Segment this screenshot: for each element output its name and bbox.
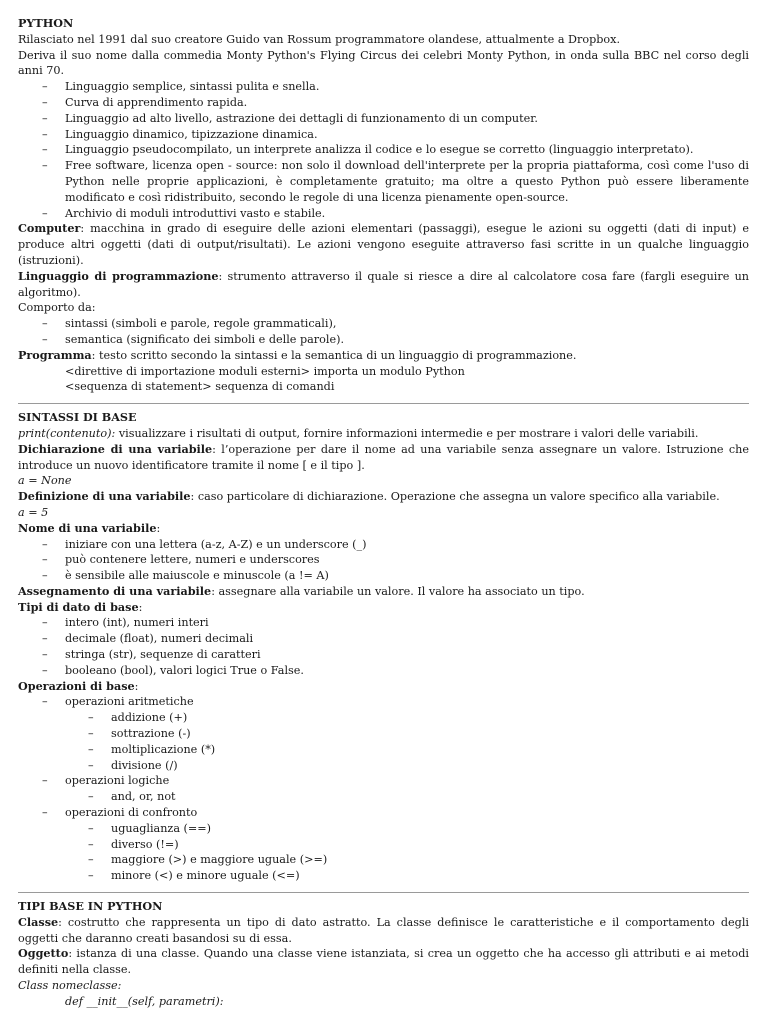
section-divider xyxy=(18,403,749,404)
list-item: – operazioni di confronto xyxy=(42,806,198,820)
paragraph: Deriva il suo nome dalla commedia Monty Python's Flying Circus dei celebri Monty Python, in onda sulla BBC nel corso degli anni 70. xyxy=(18,48,749,78)
sub-list-item: – minore (<) e minore uguale (<=) xyxy=(88,869,300,883)
dash-bullet: – xyxy=(42,111,48,125)
dash-bullet: – xyxy=(42,317,48,331)
dash-bullet: – xyxy=(88,790,94,804)
section-sintassi xyxy=(18,410,749,884)
sub-list-item: – maggiore (>) e maggiore uguale (>=) xyxy=(88,853,328,867)
term: Dichiarazione di una variabile xyxy=(18,441,213,456)
code-example: a = None xyxy=(18,474,72,488)
definition-oggetto: Oggetto: istanza di una classe. Quando una classe viene istanziata, si crea un oggetto che ha accesso gli attributi e ai metodi definiti nella classe. xyxy=(18,946,749,977)
term: Operazioni di base xyxy=(18,678,135,693)
dash-bullet: – xyxy=(42,80,48,94)
dash-bullet: – xyxy=(42,332,48,346)
sub-list-item: – divisione (/) xyxy=(88,758,178,772)
list-item: – decimale (float), numeri decimali xyxy=(42,632,254,646)
section-python xyxy=(18,16,749,395)
term: Tipi di dato di base xyxy=(18,599,139,614)
list-item: – stringa (str), sequenze di caratteri xyxy=(42,648,261,662)
definition-nome: Nome di una variabile: xyxy=(18,520,161,535)
dash-bullet: – xyxy=(42,143,48,157)
list-item: – operazioni logiche xyxy=(42,774,170,788)
list-item: – Linguaggio ad alto livello, astrazione dei dettagli di funzionamento di un computer. xyxy=(42,111,538,125)
dash-bullet: – xyxy=(88,727,94,741)
list-item: – Linguaggio pseudocompilato, un interprete analizza il codice e lo esegue se corretto (linguaggio interpretato). xyxy=(42,143,694,157)
sub-list-item: – sottrazione (-) xyxy=(88,727,191,741)
code-text: print(contenuto): xyxy=(18,426,116,440)
list-item: – semantica (significato dei simboli e delle parole). xyxy=(42,332,345,346)
section-title: SINTASSI DI BASE xyxy=(18,410,137,425)
definition-programma: Programma: testo scritto secondo la sintassi e la semantica di un linguaggio di programmazione. xyxy=(18,347,577,362)
definition-classe: Classe: costrutto che rappresenta un tipo di dato astratto. La classe definisce le caratteristiche e il comportamento degli oggetti che daranno creati basandosi su di essa. xyxy=(18,914,749,945)
code-example: Class nomeclasse: xyxy=(18,979,122,993)
dash-bullet: – xyxy=(42,569,48,583)
sub-list-item: – and, or, not xyxy=(88,790,176,804)
dash-bullet: – xyxy=(42,537,48,551)
dash-bullet: – xyxy=(42,95,48,109)
dash-bullet: – xyxy=(42,632,48,646)
list-item: – sintassi (simboli e parole, regole grammaticali), xyxy=(42,317,337,331)
definition-dichiarazione: Dichiarazione di una variabile: l’operazione per dare il nome ad una variabile senza assegnare un valore. Istruzione che introduce un nuovo identificatore tramite il nome [ e il tipo ]. xyxy=(18,441,749,472)
list-item: – operazioni aritmetiche xyxy=(42,695,194,709)
composition-list xyxy=(18,316,749,348)
sub-list-item: – diverso (!=) xyxy=(88,837,179,851)
dash-bullet: – xyxy=(42,695,48,709)
paragraph: Comporto da: xyxy=(18,301,96,315)
dash-bullet: – xyxy=(88,837,94,851)
dash-bullet: – xyxy=(42,806,48,820)
dash-bullet: – xyxy=(42,616,48,630)
list-item: – Archivio di moduli introduttivi vasto e stabile. xyxy=(42,206,326,220)
list-item: – Linguaggio dinamico, tipizzazione dinamica. xyxy=(42,127,318,141)
dash-bullet: – xyxy=(42,127,48,141)
definition-definizione: Definizione di una variabile: caso particolare di dichiarazione. Operazione che assegna un valore specifico alla variabile. xyxy=(18,489,720,504)
list-item: – booleano (bool), valori logici True o False. xyxy=(42,663,304,677)
name-rules-list xyxy=(18,537,749,584)
definition-assegnamento: Assegnamento di una variabile: assegnare alla variabile un valore. Il valore ha associato un tipo. xyxy=(18,583,585,598)
section-tipi-base xyxy=(18,899,749,1010)
feature-list xyxy=(18,79,749,221)
dash-bullet: – xyxy=(88,853,94,867)
sub-list-item: – uguaglianza (==) xyxy=(88,821,212,835)
list-item: – Free software, licenza open - source: non solo il download dell'interprete per la propria piattaforma, così come l'uso di Python nelle proprie applicazioni, è completamente gratuito; ma oltre a questo Python può essere liberamente modificato e così ridistribuito, secondo le regole di una licenza pienamente open-source. xyxy=(42,159,749,204)
dash-bullet: – xyxy=(42,663,48,677)
list-item: – Curva di apprendimento rapida. xyxy=(42,95,248,109)
dash-bullet: – xyxy=(42,774,48,788)
definition-print: print(contenuto): visualizzare i risultati di output, fornire informazioni intermedie e per mostrare i valori delle variabili. xyxy=(18,426,699,440)
term: Definizione di una variabile xyxy=(18,489,191,504)
program-line: <direttive di importazione moduli esterni> importa un modulo Python xyxy=(65,364,465,378)
term: Computer xyxy=(18,221,81,236)
term: Oggetto xyxy=(18,946,69,961)
dash-bullet: – xyxy=(88,869,94,883)
code-example: a = 5 xyxy=(18,505,49,519)
definition-computer: Computer: macchina in grado di eseguire delle azioni elementari (passaggi), esegue le azioni su oggetti (dati di input) e produce altri oggetti (dati di output/risultati). Le azioni vengono eseguite attraverso fasi scritte in un qualche linguaggio (istruzioni). xyxy=(18,221,749,267)
list-item: – Linguaggio semplice, sintassi pulita e snella. xyxy=(42,80,320,94)
dash-bullet: – xyxy=(42,648,48,662)
sub-list-item: – addizione (+) xyxy=(88,711,188,725)
program-line: <sequenza di statement> sequenza di comandi xyxy=(65,380,335,394)
term: Nome di una variabile xyxy=(18,520,157,535)
section-divider xyxy=(18,892,749,893)
dash-bullet: – xyxy=(88,742,94,756)
operations-list xyxy=(18,694,749,884)
code-example: def __init__(self, parametri): xyxy=(65,994,224,1008)
term: Classe xyxy=(18,914,59,929)
list-item: – può contenere lettere, numeri e underscores xyxy=(42,553,320,567)
term: Assegnamento di una variabile xyxy=(18,583,212,598)
dash-bullet: – xyxy=(42,206,48,220)
term: Programma xyxy=(18,347,92,362)
dash-bullet: – xyxy=(88,821,94,835)
dash-bullet: – xyxy=(88,758,94,772)
definition-linguaggio: Linguaggio di programmazione: strumento attraverso il quale si riesce a dire al calcolatore cosa fare (fargli eseguire un algoritmo). xyxy=(18,268,749,299)
sub-list-item: – moltiplicazione (*) xyxy=(88,742,216,756)
term: Linguaggio di programmazione xyxy=(18,268,219,283)
dash-bullet: – xyxy=(42,553,48,567)
list-item: – è sensibile alle maiuscole e minuscole (a != A) xyxy=(42,569,329,583)
list-item: – iniziare con una lettera (a-z, A-Z) e un underscore (_) xyxy=(42,537,367,551)
dash-bullet: – xyxy=(88,711,94,725)
definition-operazioni: Operazioni di base: xyxy=(18,678,139,693)
section-title: PYTHON xyxy=(18,16,74,30)
list-item: – intero (int), numeri interi xyxy=(42,616,209,630)
section-title: TIPI BASE IN PYTHON xyxy=(18,899,163,914)
paragraph: Rilasciato nel 1991 dal suo creatore Guido van Rossum programmatore olandese, attualmente a Dropbox. xyxy=(18,32,621,46)
definition-tipi: Tipi di dato di base: xyxy=(18,599,143,614)
types-list xyxy=(18,615,749,678)
dash-bullet: – xyxy=(42,159,48,173)
